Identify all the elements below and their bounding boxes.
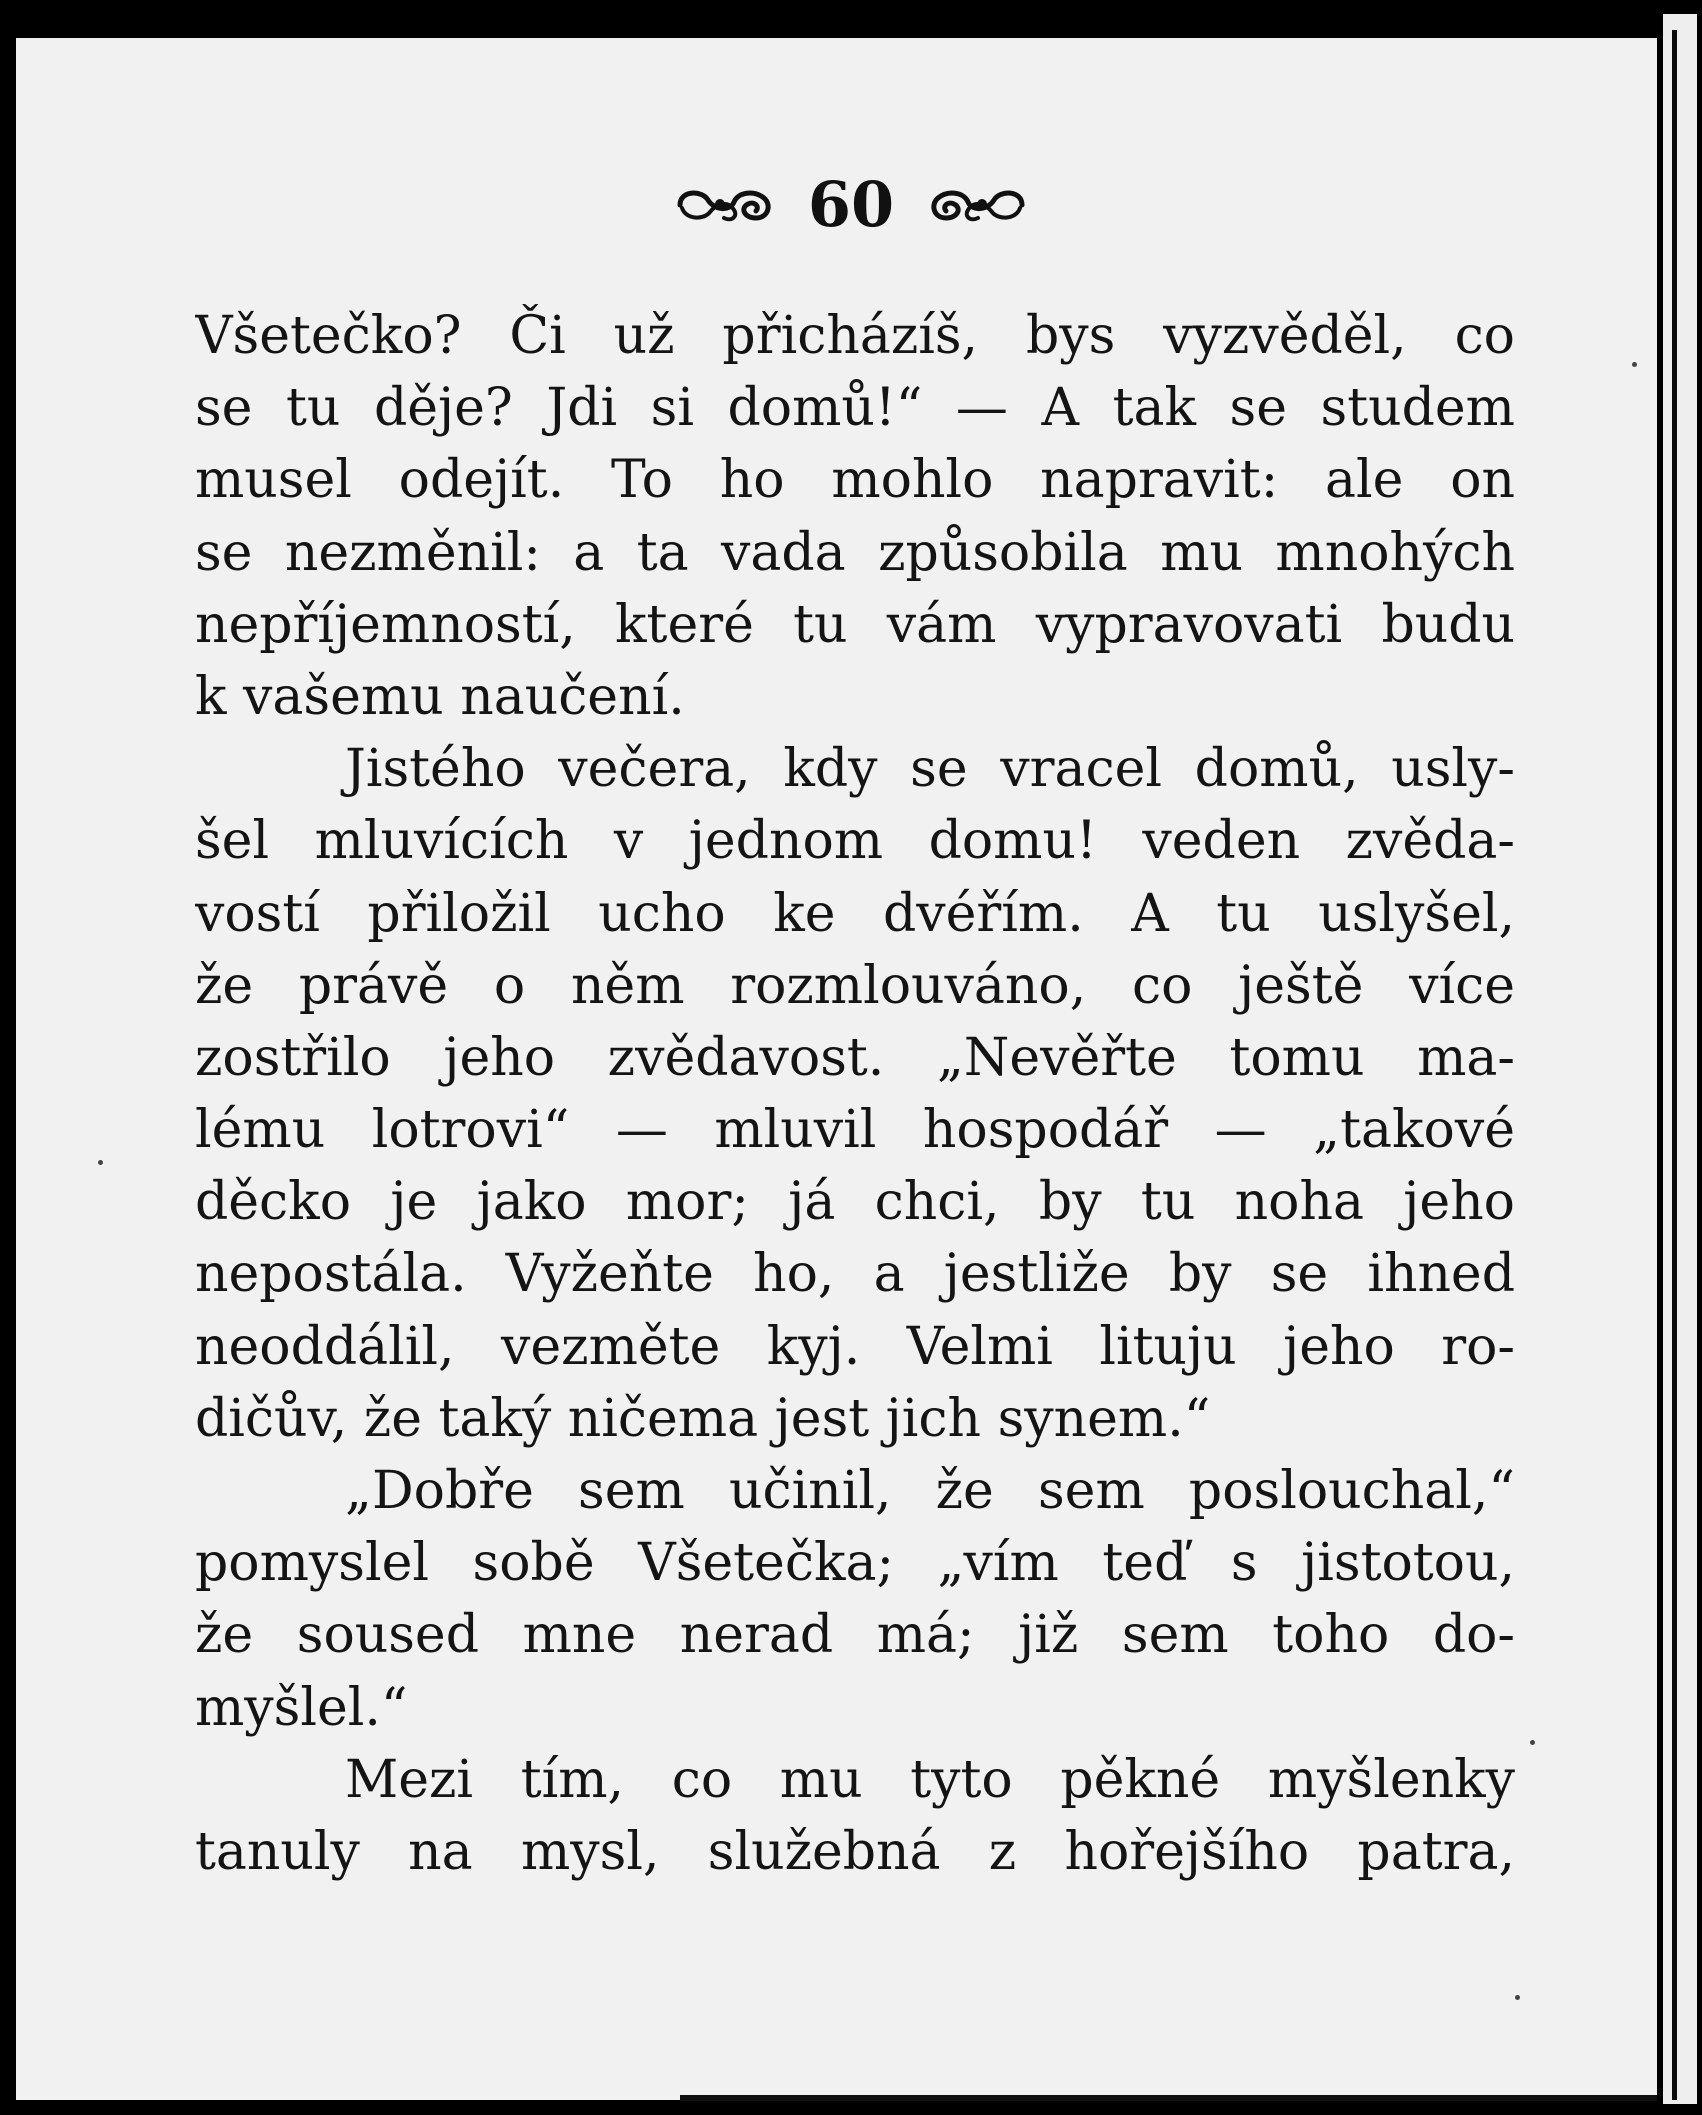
body-text: [195, 300, 1515, 1888]
text-line: nepříjemností, které tu vám vypravovati budu: [195, 594, 1515, 655]
page-header: [0, 160, 1702, 250]
paper-speck: [1515, 1995, 1520, 2000]
scroll-ornament-icon: [674, 182, 774, 228]
text-line: že soused mne nerad má; již sem toho do-: [195, 1605, 1515, 1666]
paper-speck: [1632, 362, 1637, 367]
text-line: Mezi tím, co mu tyto pěkné myšlenky: [345, 1749, 1515, 1810]
next-page-edge: [1663, 14, 1697, 2104]
text-line: k vašemu naučení.: [195, 666, 685, 727]
text-line: Všetečko? Či už přicházíš, bys vyzvěděl, co: [195, 306, 1515, 366]
text-line: děcko je jako mor; já chci, by tu noha jeho: [195, 1172, 1515, 1233]
text-line: nepostála. Vyžeňte ho, a jestliže by se ihned: [195, 1244, 1515, 1305]
bottom-edge-line: [680, 2095, 1657, 2101]
text-line: se tu děje? Jdi si domů!“ — A tak se studem: [195, 378, 1515, 439]
text-line: dičův, že taký ničema jest jich synem.“: [195, 1388, 1211, 1449]
paper-speck: [1530, 1740, 1535, 1745]
text-line: Jistého večera, kdy se vracel domů, usly-: [345, 739, 1515, 800]
text-line: šel mluvících v jednom domu! veden zvěda-: [195, 811, 1515, 872]
page-edge-line: [1672, 30, 1677, 2100]
text-line: musel odejít. To ho mohlo napravit: ale on: [195, 450, 1515, 511]
text-line: myšlel.“: [195, 1677, 408, 1738]
text-line: neoddálil, vezměte kyj. Velmi lituju jeho ro-: [195, 1316, 1515, 1377]
text-line: tanuly na mysl, služebná z hořejšího patra,: [195, 1821, 1515, 1882]
paper-speck: [98, 1160, 103, 1165]
text-line: pomyslel sobě Všetečka; „vím teď s jistotou,: [195, 1533, 1515, 1594]
text-line: vostí přiložil ucho ke dvéřím. A tu uslyšel,: [195, 883, 1515, 944]
text-line: zostřilo jeho zvědavost. „Nevěřte tomu ma-: [195, 1027, 1515, 1088]
text-line: „Dobře sem učinil, že sem poslouchal,“: [345, 1461, 1515, 1521]
page-number: 60: [807, 168, 895, 241]
text-line: se nezměnil: a ta vada způsobila mu mnohých: [195, 522, 1515, 583]
text-line: lému lotrovi“ — mluvil hospodář — „takové: [195, 1100, 1515, 1161]
text-line: že právě o něm rozmlouváno, co ještě více: [195, 955, 1515, 1016]
scroll-ornament-icon: [928, 182, 1028, 228]
